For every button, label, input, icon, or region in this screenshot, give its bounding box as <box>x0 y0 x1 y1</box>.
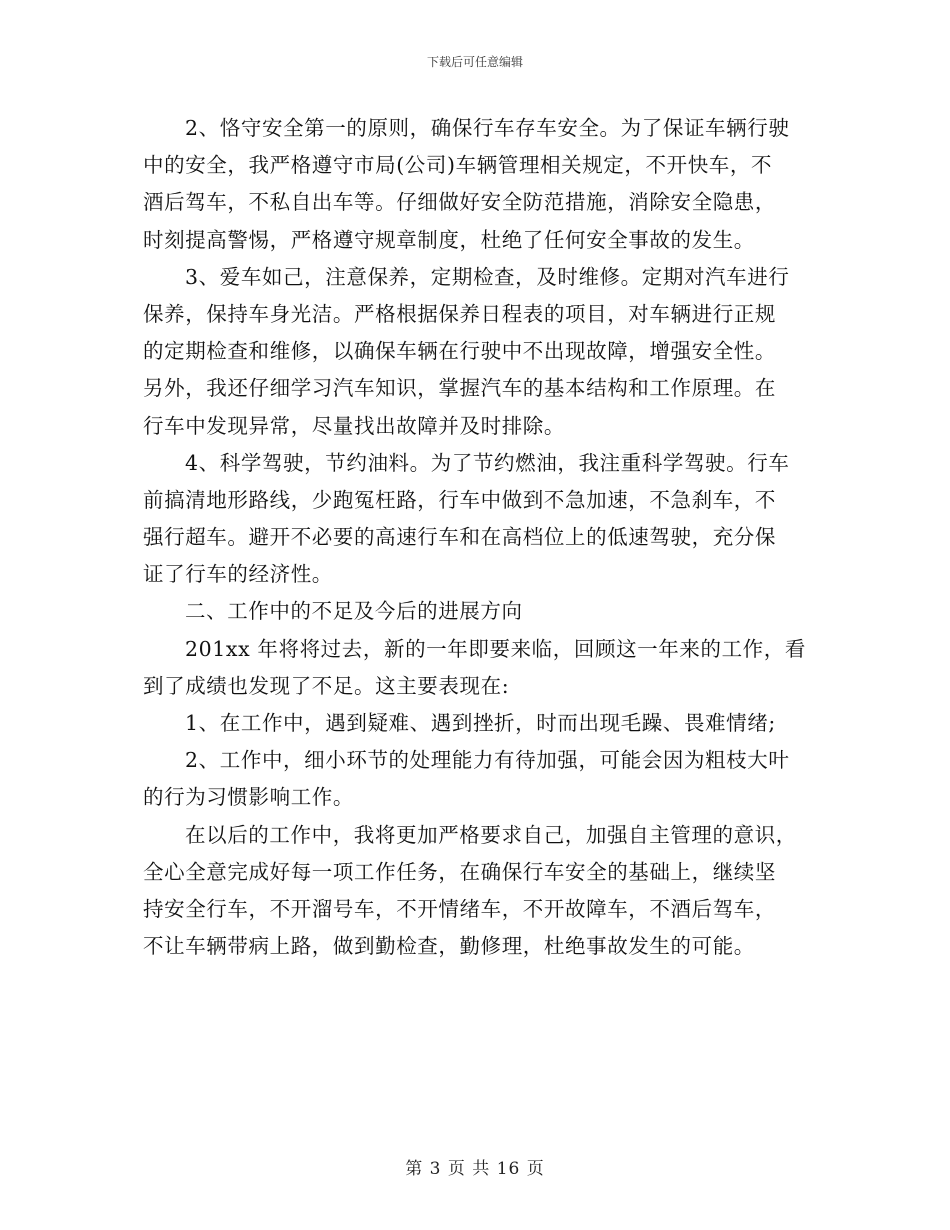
paragraph-line: 行车中发现异常，尽量找出故障并及时排除。 <box>143 413 565 438</box>
paragraph-line: 2、恪守安全第一的原则，确保行车存车安全。为了保证车辆行驶 <box>185 116 790 140</box>
paragraph-line: 的定期检查和维修，以确保车辆在行驶中不出现故障，增强安全性。 <box>143 339 776 364</box>
paragraph-line: 证了行车的经济性。 <box>143 562 333 587</box>
paragraph-line: 酒后驾车，不私自出车等。仔细做好安全防范措施，消除安全隐患， <box>143 190 776 215</box>
paragraph-line: 到了成绩也发现了不足。这主要表现在: <box>143 673 510 698</box>
document-body <box>143 110 811 965</box>
paragraph-line: 保养，保持车身光洁。严格根据保养日程表的项目，对车辆进行正规 <box>143 301 776 326</box>
section-heading: 二、工作中的不足及今后的进展方向 <box>185 599 523 624</box>
paragraph-line: 3、爱车如己，注意保养，定期检查，及时维修。定期对汽车进行 <box>185 264 790 289</box>
paragraph-line: 另外，我还仔细学习汽车知识，掌握汽车的基本结构和工作原理。在 <box>143 376 776 401</box>
paragraph-line: 在以后的工作中，我将更加严格要求自己，加强自主管理的意识， <box>185 822 797 847</box>
paragraph-line: 1、在工作中，遇到疑难、遇到挫折，时而出现毛躁、畏难情绪; <box>185 711 776 735</box>
paragraph-line: 不让车辆带病上路，做到勤检查，勤修理，杜绝事故发生的可能。 <box>143 934 755 959</box>
paragraph-line: 时刻提高警惕，严格遵守规章制度，杜绝了任何安全事故的发生。 <box>143 227 755 252</box>
paragraph-line: 的行为习惯影响工作。 <box>143 785 354 810</box>
paragraph-line: 持安全行车，不开溜号车，不开情绪车，不开故障车，不酒后驾车， <box>143 896 776 921</box>
paragraph-line: 2、工作中，细小环节的处理能力有待加强，可能会因为粗枝大叶 <box>185 748 790 773</box>
paragraph-line: 4、科学驾驶，节约油料。为了节约燃油，我注重科学驾驶。行车 <box>185 450 790 475</box>
paragraph-line: 中的安全，我严格遵守市局(公司)车辆管理相关规定，不开快车，不 <box>143 153 773 178</box>
paragraph-line: 201xx 年将将过去，新的一年即要来临，回顾这一年来的工作，看 <box>185 636 806 661</box>
paragraph-line: 前搞清地形路线，少跑冤枉路，行车中做到不急加速，不急刹车，不 <box>143 487 776 512</box>
page-header: 下载后可任意编辑 <box>426 55 523 69</box>
paragraph-line: 强行超车。避开不必要的高速行车和在高档位上的低速驾驶，充分保 <box>143 525 776 550</box>
page-number-footer: 第 3 页 共 16 页 <box>405 1159 545 1179</box>
paragraph-line: 全心全意完成好每一项工作任务，在确保行车安全的基础上，继续坚 <box>143 859 776 884</box>
